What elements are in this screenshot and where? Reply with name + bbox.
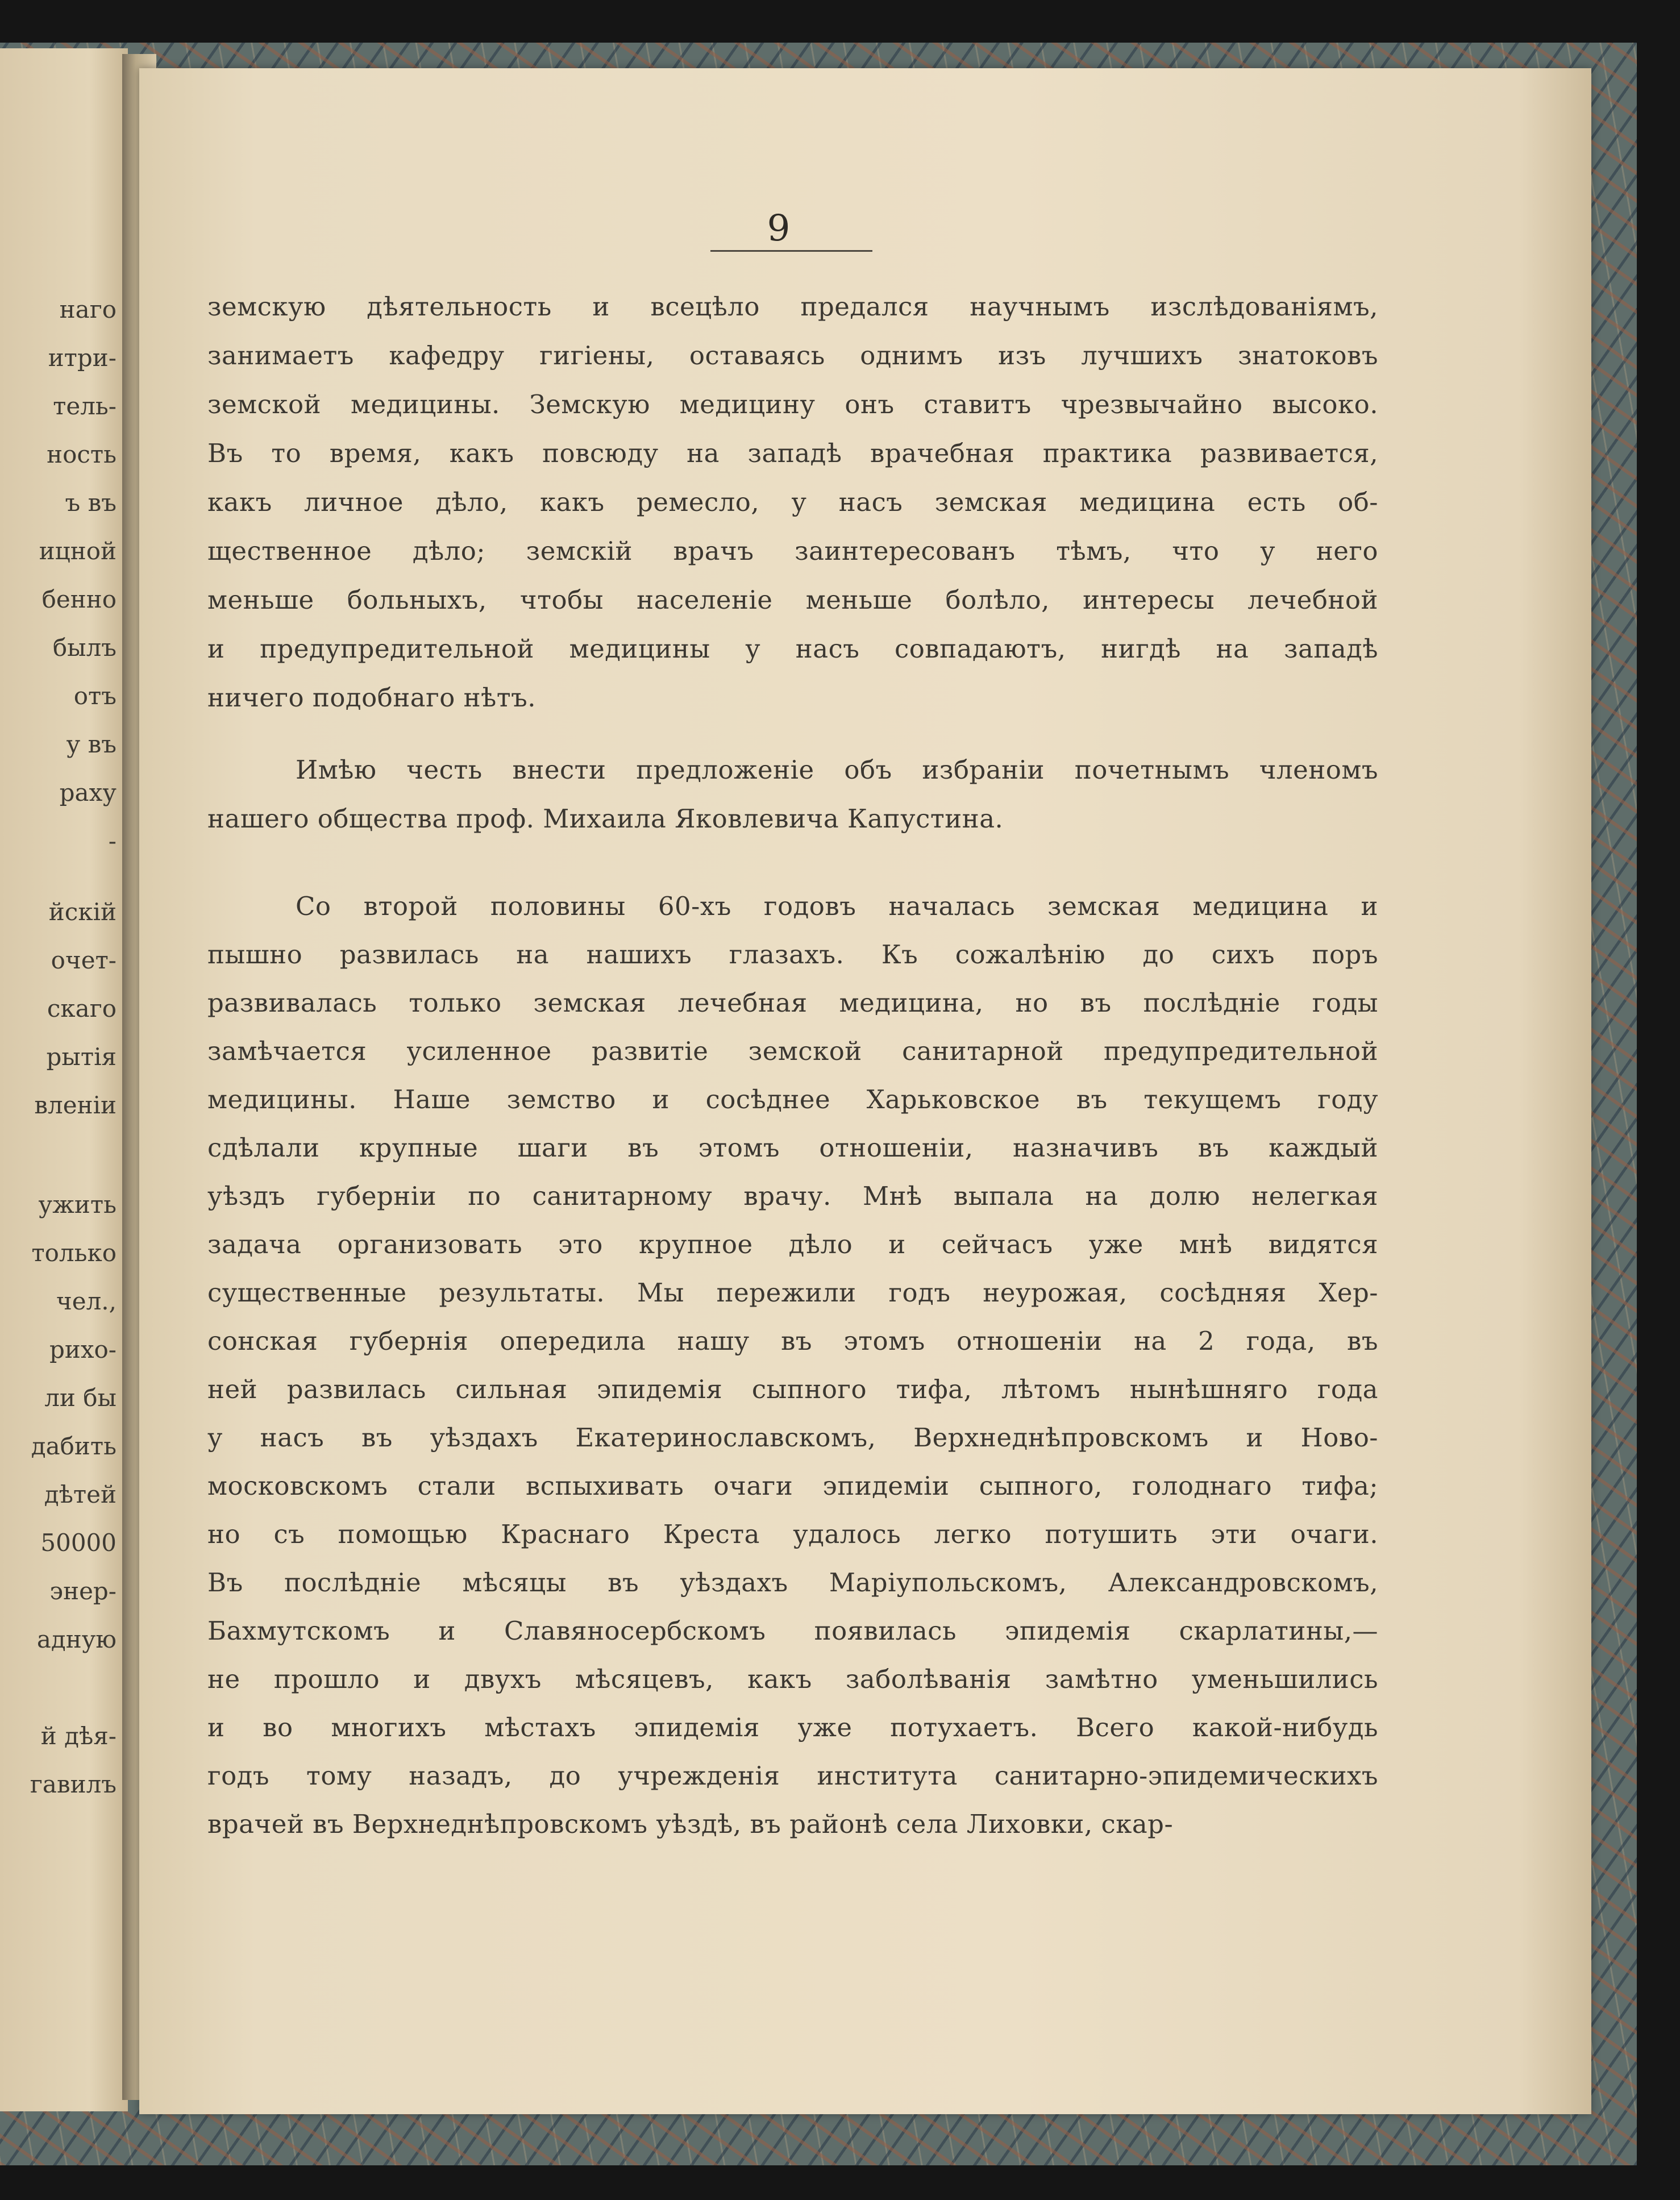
left-page-text-fragment: ужить: [38, 1191, 117, 1218]
left-page-text-fragment: -: [108, 827, 117, 855]
left-page-text-fragment: энер-: [49, 1577, 117, 1605]
text-line: Въ то время, какъ повсюду на западѣ врачебная практика развивается,: [207, 438, 1378, 468]
text-line: пышно развилась на нашихъ глазахъ. Къ сожалѣнію до сихъ поръ: [207, 939, 1378, 970]
text-line: земской медицины. Земскую медицину онъ ставитъ чрезвычайно высоко.: [207, 389, 1378, 419]
left-page-text-fragment: раху: [59, 779, 117, 806]
text-line: меньше больныхъ, чтобы населеніе меньше болѣло, интересы лечебной: [207, 585, 1378, 615]
text-line: нашего общества проф. Михаила Яковлевича Капустина.: [207, 804, 1004, 834]
left-page-text-fragment: йскій: [48, 898, 117, 926]
left-page-text-fragment: ность: [47, 440, 117, 468]
text-line: годъ тому назадъ, до учрежденія института санитарно-эпидемическихъ: [207, 1761, 1378, 1791]
text-line: земскую дѣятельность и всецѣло предался научнымъ изслѣдованіямъ,: [207, 292, 1378, 322]
left-page-text-fragment: бенно: [41, 585, 117, 613]
text-line: занимаетъ кафедру гигіены, оставаясь однимъ изъ лучшихъ знатоковъ: [207, 340, 1378, 371]
text-line: сдѣлали крупные шаги въ этомъ отношеніи, назначивъ въ каждый: [207, 1133, 1378, 1163]
text-line: но съ помощью Краснаго Креста удалось легко потушить эти очаги.: [207, 1519, 1378, 1549]
text-line: не прошло и двухъ мѣсяцевъ, какъ заболѣванія замѣтно уменьшились: [207, 1664, 1378, 1694]
left-page-text-fragment: дѣтей: [44, 1480, 117, 1508]
text-line: Бахмутскомъ и Славяносербскомъ появилась эпидемія скарлатины,—: [207, 1616, 1378, 1646]
left-page-edge: [0, 48, 128, 2111]
text-line: и предупредительной медицины у насъ совпадаютъ, нигдѣ на западѣ: [207, 634, 1378, 664]
text-line: ничего подобнаго нѣтъ.: [207, 683, 537, 713]
text-line: развивалась только земская лечебная медицина, но въ послѣдніе годы: [207, 988, 1378, 1018]
left-page-text-fragment: гавилъ: [30, 1770, 117, 1798]
left-page-text-fragment: только: [31, 1239, 117, 1267]
left-page-text-fragment: скаго: [47, 995, 117, 1022]
text-line: уѣздъ губерніи по санитарному врачу. Мнѣ выпала на долю нелегкая: [207, 1181, 1378, 1211]
text-line: щественное дѣло; земскій врачъ заинтересованъ тѣмъ, что у него: [207, 536, 1378, 566]
left-page-text-fragment: очет-: [51, 946, 117, 974]
text-line: московскомъ стали вспыхивать очаги эпидеміи сыпного, голоднаго тифа;: [207, 1471, 1378, 1501]
page-number: 9: [767, 207, 791, 249]
text-line: ней развилась сильная эпидемія сыпного тифа, лѣтомъ нынѣшняго года: [207, 1374, 1378, 1404]
text-line: какъ личное дѣло, какъ ремесло, у насъ земская медицина есть об-: [207, 487, 1378, 517]
text-line: Въ послѣдніе мѣсяцы въ уѣздахъ Маріупольскомъ, Александровскомъ,: [207, 1567, 1378, 1598]
left-page-text-fragment: у въ: [66, 730, 117, 758]
left-page-text-fragment: наго: [59, 296, 117, 323]
left-page-text-fragment: адную: [36, 1625, 117, 1653]
text-line: и во многихъ мѣстахъ эпидемія уже потухаетъ. Всего какой-нибудь: [207, 1712, 1378, 1742]
text-line: у насъ въ уѣздахъ Екатеринославскомъ, Верхнеднѣпровскомъ и Ново-: [207, 1423, 1378, 1453]
text-line: существенные результаты. Мы пережили годъ неурожая, сосѣдняя Хер-: [207, 1278, 1378, 1308]
text-line: Со второй половины 60-хъ годовъ началась земская медицина и: [296, 891, 1378, 921]
left-page-text-fragment: отъ: [73, 682, 117, 710]
left-page-text-fragment: ли бы: [44, 1384, 117, 1412]
left-page-text-fragment: былъ: [52, 634, 117, 662]
left-page-text-fragment: 50000: [40, 1529, 117, 1557]
left-page-text-fragment: дабить: [31, 1432, 117, 1460]
text-line: задача организовать это крупное дѣло и сейчасъ уже мнѣ видятся: [207, 1229, 1378, 1259]
text-line: врачей въ Верхнеднѣпровскомъ уѣздѣ, въ районѣ села Лиховки, скар-: [207, 1809, 1174, 1839]
text-line: медицины. Наше земство и сосѣднее Харьковское въ текущемъ году: [207, 1084, 1378, 1114]
text-line: сонская губернія опередила нашу въ этомъ отношеніи на 2 года, въ: [207, 1326, 1378, 1356]
left-page-text-fragment: тель-: [53, 392, 117, 420]
text-line: Имѣю честь внести предложеніе объ избраніи почетнымъ членомъ: [296, 755, 1378, 785]
text-line: замѣчается усиленное развитіе земской санитарной предупредительной: [207, 1036, 1378, 1066]
page-number-rule: [710, 250, 872, 252]
left-page-text-fragment: й дѣя-: [40, 1722, 117, 1750]
left-page-text-fragment: рихо-: [49, 1336, 117, 1363]
left-page-text-fragment: ъ въ: [65, 489, 117, 517]
left-page-text-fragment: рытія: [46, 1043, 117, 1071]
left-page-text-fragment: ицной: [39, 537, 117, 565]
left-page-text-fragment: итри-: [48, 344, 117, 372]
left-page-text-fragment: чел.,: [56, 1287, 117, 1315]
left-page-text-fragment: вленіи: [34, 1091, 117, 1119]
